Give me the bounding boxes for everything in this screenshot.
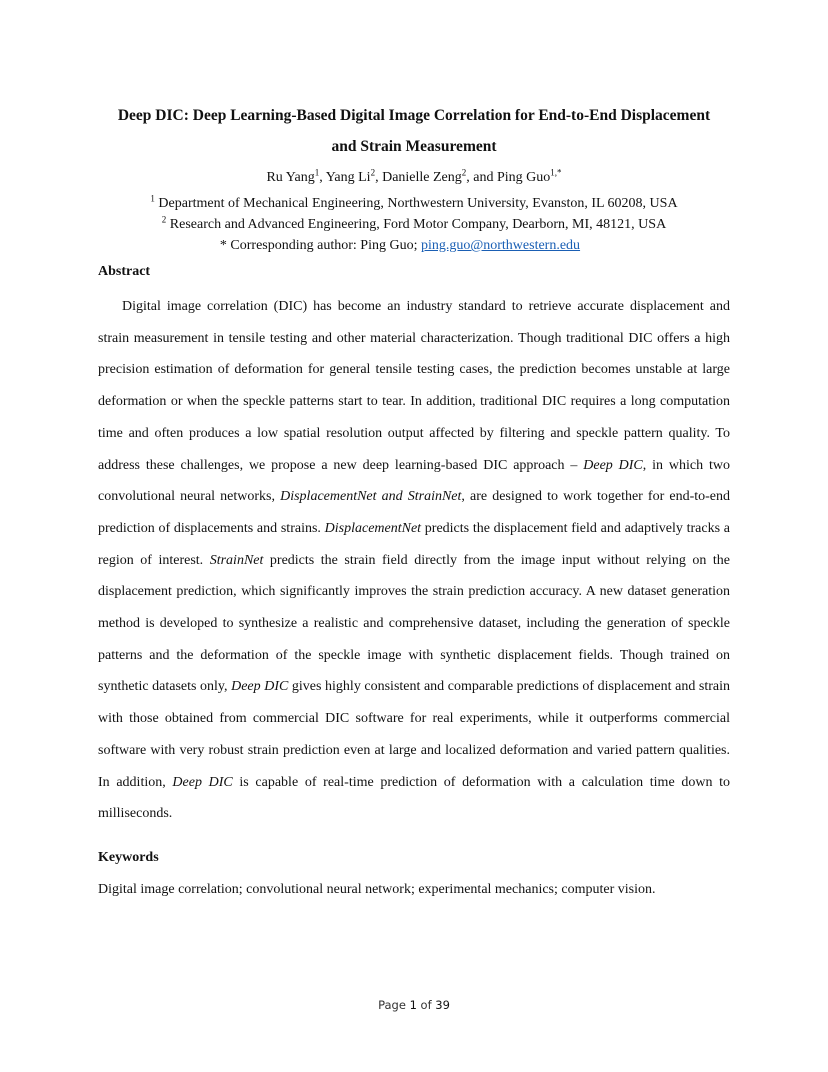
affiliation-text: Research and Advanced Engineering, Ford Motor Company, Dearborn, MI, 48121, USA — [166, 217, 667, 232]
keywords-text: Digital image correlation; convolutional neural network; experimental mechanics; computer vision. — [98, 882, 656, 897]
corresponding-author — [0, 235, 814, 256]
abstract-segment: , in which two convolutional neural networks, — [98, 457, 731, 505]
author-affil-mark: 2 — [461, 167, 467, 178]
abstract-emphasis: DisplacementNet — [324, 520, 422, 536]
abstract-heading: Abstract — [98, 264, 151, 279]
abstract-emphasis: StrainNet — [209, 552, 264, 568]
page-footer — [0, 998, 828, 1012]
page-number: 1 — [409, 998, 417, 1012]
abstract-segment: predicts the displacement field and adaptively tracks a region of interest. — [98, 520, 730, 568]
abstract-emphasis: Deep DIC — [583, 457, 643, 473]
author-separator: , — [375, 170, 383, 185]
title-line-2: and Strain Measurement — [331, 138, 497, 155]
author-separator: , — [319, 170, 326, 185]
abstract-text — [98, 291, 730, 830]
affiliation-text: Department of Mechanical Engineering, Northwestern University, Evanston, IL 60208, USA — [154, 196, 678, 211]
page-of-label: of — [416, 998, 436, 1012]
abstract-segment: gives highly consistent and comparable predictions of displacement and strain with those obtained from commercial DIC software for real experiments, while it outperforms commercial software with very robust strain prediction even at large and localized deformation and varied pattern qualities. In addition, — [98, 679, 731, 790]
author-name: Ping Guo — [496, 170, 551, 185]
paper-title — [60, 100, 768, 162]
author-name: Danielle Zeng — [382, 170, 462, 185]
affiliation-mark: 2 — [161, 214, 167, 225]
page-label: Page — [378, 998, 410, 1012]
affiliation-1 — [0, 193, 828, 214]
corresponding-email-link[interactable]: ping.guo@northwestern.edu — [420, 238, 581, 253]
author-affil-mark: 2 — [370, 167, 376, 178]
abstract-emphasis: Deep DIC — [172, 774, 233, 790]
author-separator: , and — [466, 170, 497, 185]
affiliation-mark: 1 — [150, 193, 155, 204]
abstract-emphasis: DisplacementNet and StrainNet — [280, 489, 462, 505]
abstract-segment: , are designed to work together for end-to-end prediction of displacements and strains. — [98, 489, 731, 536]
author-affil-mark: 1 — [314, 167, 320, 178]
affiliation-2 — [0, 214, 828, 235]
abstract-segment: predicts the strain field directly from the image input without relying on the displacement prediction, which significantly improves the strain prediction accuracy. A new dataset generation method is developed to synthesize a realistic and comprehensive dataset, including the generation of speckle patterns and the deformation of the speckle image with synthetic displacement fields. Though trained on synthetic datasets only, — [98, 552, 731, 695]
page-total: 39 — [435, 998, 450, 1012]
author-affil-mark: 1,* — [550, 167, 562, 178]
abstract-segment: is capable of real-time prediction of deformation with a calculation time down to milliseconds. — [98, 774, 731, 822]
title-line-1: Deep DIC: Deep Learning-Based Digital Image Correlation for End-to-End Displacement — [117, 107, 711, 124]
author-name: Yang Li — [325, 170, 371, 185]
author-list — [0, 167, 828, 189]
abstract-segment: Digital image correlation (DIC) has become an industry standard to retrieve accurate displacement and strain measurement in tensile testing and other material characterization. Though traditional DIC offers a high precision estimation of deformation for general tensile testing cases, the prediction becomes unstable at large deformation or when the speckle patterns start to tear. In addition, traditional DIC requires a long computation time and often produces a low spatial resolution output affected by filtering and speckle pattern quality. To address these challenges, we propose a new deep learning-based DIC approach – — [98, 299, 730, 473]
corresponding-label: * Corresponding author: Ping Guo; — [219, 238, 421, 253]
abstract-emphasis: Deep DIC — [231, 679, 289, 695]
author-name: Ru Yang — [266, 170, 315, 185]
keywords-heading: Keywords — [98, 850, 159, 865]
